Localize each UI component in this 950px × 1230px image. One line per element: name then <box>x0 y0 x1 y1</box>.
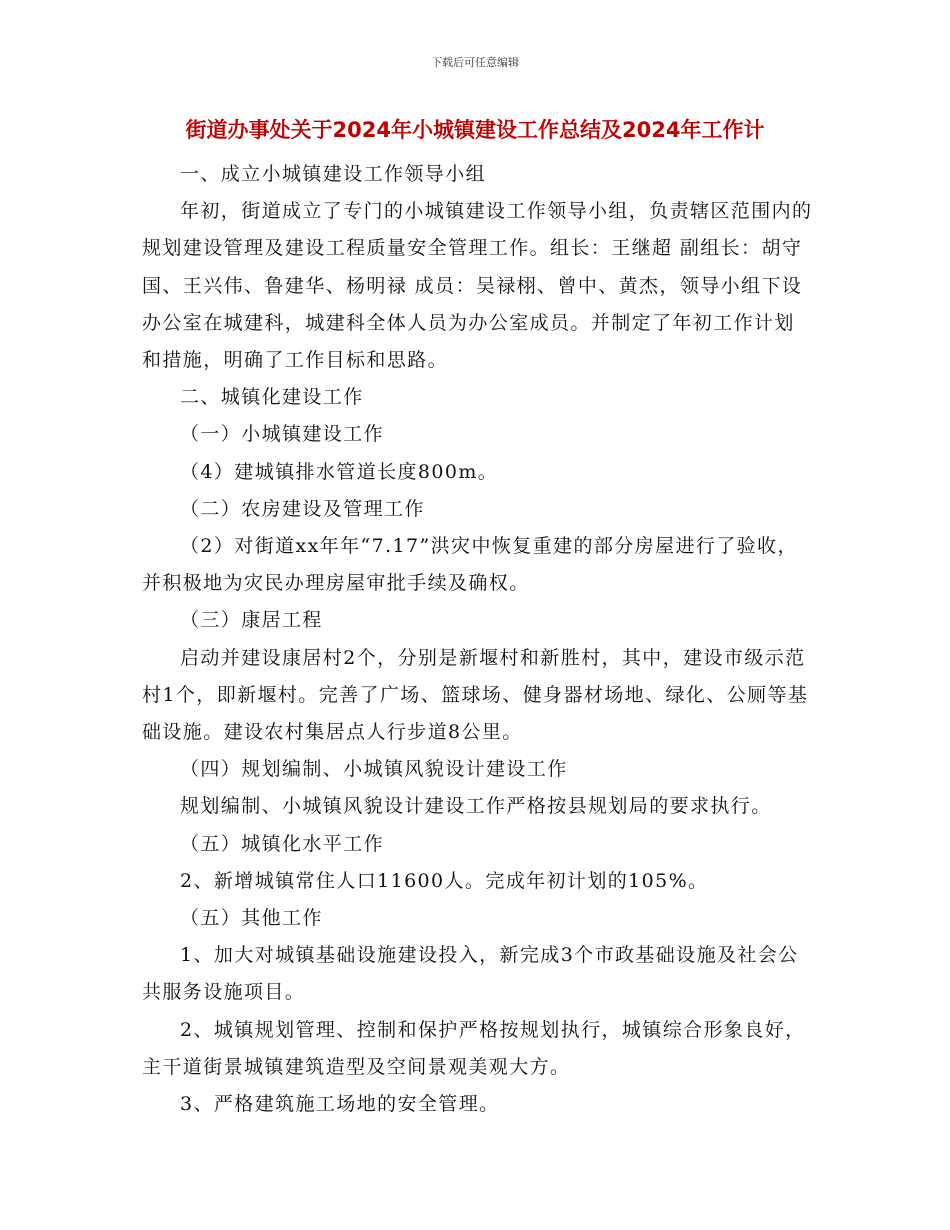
subheading-other: （五）其他工作 <box>180 907 323 930</box>
subheading-rural-housing: （二）农房建设及管理工作 <box>180 497 425 520</box>
paragraph-population: 2、新增城镇常住人口11600人。完成年初计划的105%。 <box>180 869 709 892</box>
document-body <box>142 156 814 1123</box>
paragraph-planning: 规划编制、小城镇风貌设计建设工作严格按县规划局的要求执行。 <box>180 795 772 818</box>
paragraph-flood-rebuild: （2）对街道xx年年“7.17”洪灾中恢复重建的部分房屋进行了验收，并积极地为灾民办理房屋审批手续及确权。 <box>142 535 798 595</box>
document-title: 街道办事处关于2024年小城镇建设工作总结及2024年工作计 <box>185 118 765 142</box>
header-note: 下载后可任意编辑 <box>431 56 519 69</box>
paragraph-safety: 3、严格建筑施工场地的安全管理。 <box>180 1093 500 1116</box>
subheading-planning: （四）规划编制、小城镇风貌设计建设工作 <box>180 758 568 781</box>
paragraph-infrastructure: 1、加大对城镇基础设施建设投入，新完成3个市政基础设施及社会公共服务设施项目。 <box>142 944 799 1004</box>
subheading-kangju: （三）康居工程 <box>180 609 323 632</box>
section-heading-2: 二、城镇化建设工作 <box>180 386 364 409</box>
paragraph-drainage: （4）建城镇排水管道长度800m。 <box>180 460 499 483</box>
paragraph-kangju-villages: 启动并建设康居村2个，分别是新堰村和新胜村，其中，建设市级示范村1个，即新堰村。完善了广场、篮球场、健身器材场地、绿化、公厕等基础设施。建设农村集居点人行步道8公里。 <box>142 646 809 744</box>
subheading-urbanization: （五）城镇化水平工作 <box>180 832 385 855</box>
paragraph-planning-control: 2、城镇规划管理、控制和保护严格按规划执行，城镇综合形象良好，主干道街景城镇建筑造型及空间景观美观大方。 <box>142 1018 806 1078</box>
section-heading-1: 一、成立小城镇建设工作领导小组 <box>180 163 487 185</box>
paragraph-leading-group: 年初，街道成立了专门的小城镇建设工作领导小组，负责辖区范围内的规划建设管理及建设工程质量安全管理工作。组长：王继超 副组长：胡守国、王兴伟、鲁建华、杨明禄 成员：吴禄栩、曾中、黄杰，领导小组下设办公室在城建科，城建科全体人员为办公室成员。并制定了年初工作计划和措施，明确了工作目标和思路。 <box>142 200 813 372</box>
subheading-small-town: （一）小城镇建设工作 <box>180 423 385 446</box>
